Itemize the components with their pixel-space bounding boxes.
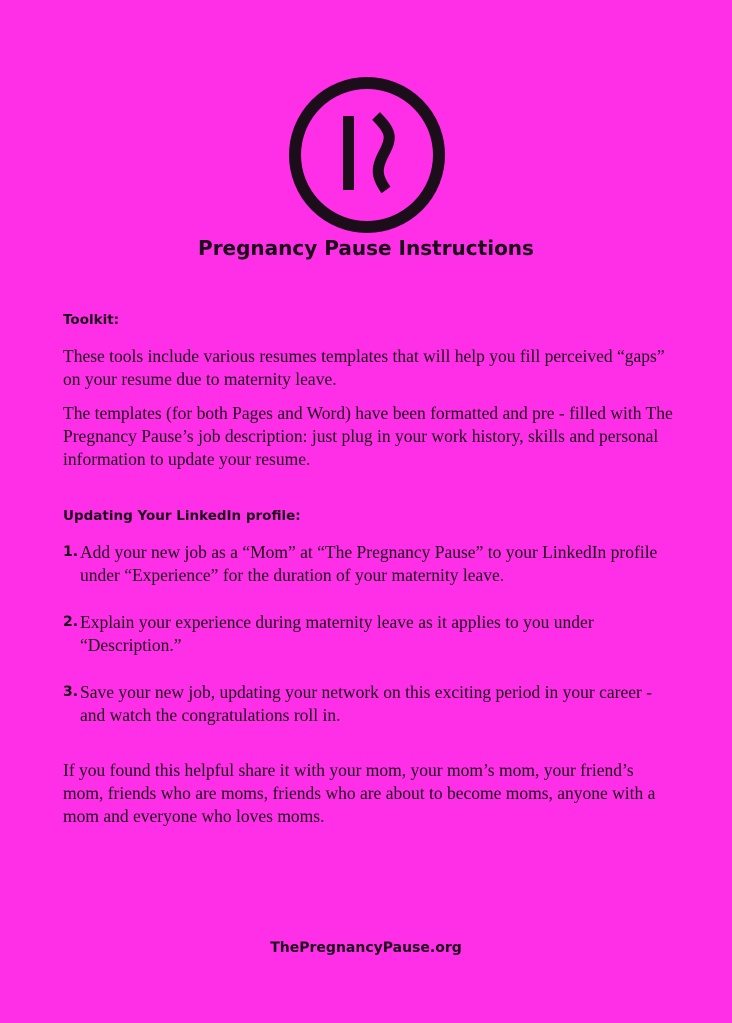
closing-paragraph: If you found this helpful share it with your mom, your mom’s mom, your friend’s mom, friends who are moms, friends who are about to become moms, anyone with a mom and everyone who loves moms.	[63, 760, 656, 826]
linkedin-heading: Updating Your LinkedIn profile:	[63, 508, 301, 524]
step-number: 2.	[63, 614, 79, 630]
linkedin-steps-list	[63, 541, 678, 727]
toolkit-paragraph-1: These tools include various resumes templates that will help you fill perceived “gaps” on your resume due to maternity leave.	[63, 346, 665, 389]
step-number: 3.	[63, 684, 79, 700]
list-item	[63, 611, 678, 657]
list-item	[63, 541, 678, 587]
step-text: Save your new job, updating your network on this exciting period in your career - and watch the congratulations roll in.	[80, 682, 653, 725]
content	[63, 312, 678, 828]
toolkit-heading: Toolkit:	[63, 312, 120, 328]
page-title: Pregnancy Pause Instructions	[198, 236, 534, 260]
footer-website: ThePregnancyPause.org	[270, 940, 462, 956]
pregnancy-pause-logo-icon	[288, 76, 446, 234]
step-number: 1.	[63, 544, 79, 560]
list-item	[63, 681, 678, 727]
toolkit-paragraph-2: The templates (for both Pages and Word) have been formatted and pre - filled with The Pregnancy Pause’s job description: just plug in your work history, skills and personal information to update your resume.	[63, 403, 673, 469]
step-text: Add your new job as a “Mom” at “The Pregnancy Pause” to your LinkedIn profile under “Experience” for the duration of your maternity leave.	[80, 542, 658, 585]
step-text: Explain your experience during maternity leave as it applies to you under “Description.”	[80, 612, 594, 655]
